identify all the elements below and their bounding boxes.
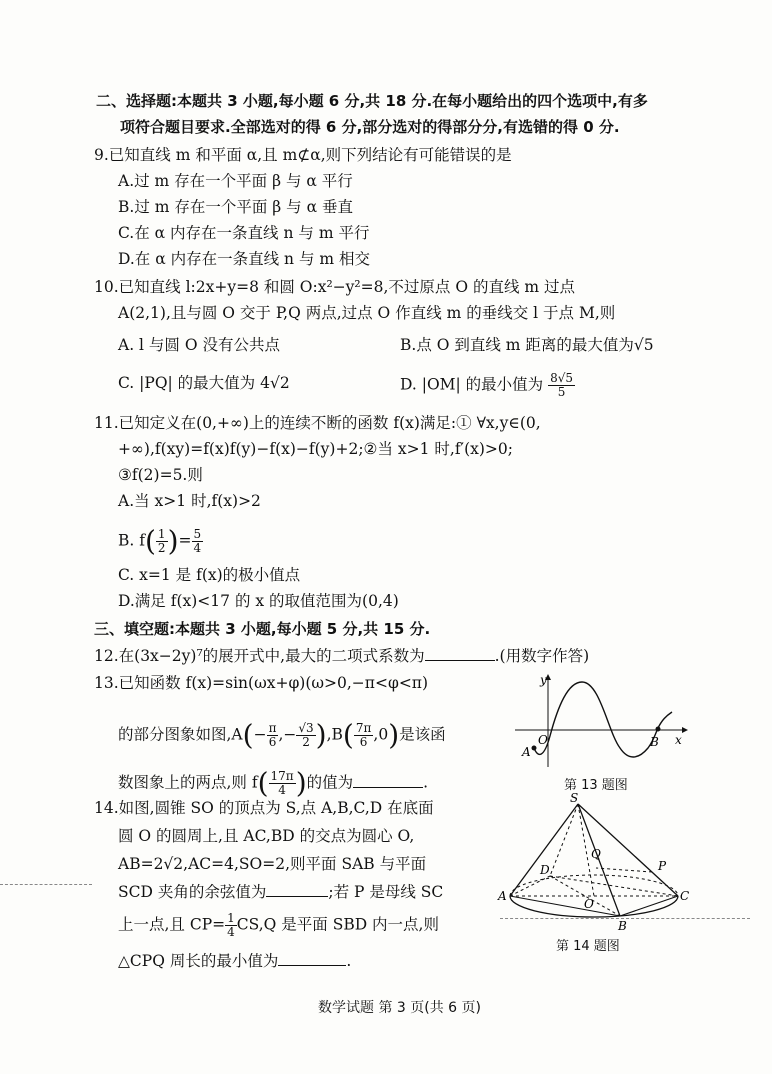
q13-line3-a: 数图象上的两点,则 f xyxy=(118,773,258,792)
label-q: Q xyxy=(591,847,601,861)
q13-stem-line2: 的部分图象如图,A(− $\frac{\pi}{6}$ ,− $\frac{√3}{2}$ ),B( $\frac{7\pi}{6}$ ,0)是该函 xyxy=(118,718,446,752)
q11-option-d: D.满足 f(x)<17 的 x 的取值范围为(0,4) xyxy=(118,592,399,610)
x-axis-arrow xyxy=(682,727,688,733)
q13-a-y-fraction xyxy=(296,722,315,749)
q13-b-x-denominator: 6 xyxy=(359,735,368,749)
q9-stem: 9.已知直线 m 和平面 α,且 m⊄α,则下列结论有可能错误的是 xyxy=(94,146,512,164)
q13-sine-graph xyxy=(510,672,690,772)
point-b-marker xyxy=(656,727,661,732)
q10-option-d xyxy=(400,372,575,399)
point-a-marker xyxy=(532,746,537,751)
label-d: D xyxy=(540,863,550,877)
q10-option-d-fraction xyxy=(548,372,575,399)
q13-stem-line3: 数图象上的两点,则 f( $\frac{17\pi}{4}$ )的值为 . xyxy=(118,766,429,800)
q11-b-value-fraction xyxy=(192,528,204,555)
q11-b-arg-numerator: 1 xyxy=(157,527,166,541)
q13-a-y-denominator: 2 xyxy=(302,735,310,749)
base-back-arc xyxy=(510,875,678,896)
left-paren: ( xyxy=(144,524,156,558)
left-paren: ( xyxy=(342,718,354,752)
q11-option-c: C. x=1 是 f(x)的极小值点 xyxy=(118,566,301,584)
q13-b-x-fraction xyxy=(354,722,374,749)
q10-d-denominator: 5 xyxy=(557,385,566,399)
q13-line2-c: 是该函 xyxy=(399,725,446,744)
q13-b-x-numerator: 7π xyxy=(355,721,372,735)
section2-header-line1: 二、选择题:本题共 3 小题,每小题 6 分,共 18 分.在每小题给出的四个选项中,有多 xyxy=(96,92,648,110)
q9-option-a: A.过 m 存在一个平面 β 与 α 平行 xyxy=(118,172,353,190)
q11-option-a: A.当 x>1 时,f(x)>2 xyxy=(118,492,261,510)
section3-header: 三、填空题:本题共 3 小题,每小题 5 分,共 15 分. xyxy=(94,620,431,638)
q12-line xyxy=(94,645,589,667)
q11-b-value-denominator: 4 xyxy=(193,541,202,555)
right-paren: ) xyxy=(295,766,307,800)
q14-line1: 14.如图,圆锥 SO 的顶点为 S,点 A,B,C,D 在底面 xyxy=(94,799,434,817)
q13-line2-a: 的部分图象如图,A xyxy=(118,725,243,744)
label-a: A xyxy=(498,889,507,903)
q11-b-arg-denominator: 2 xyxy=(157,541,166,555)
q13-line3-b: 的值为 xyxy=(306,773,354,792)
q11-stem-line1: 11.已知定义在(0,+∞)上的连续不断的函数 f(x)满足:① ∀x,y∈(0, xyxy=(94,414,541,432)
q13-arg-fraction xyxy=(269,770,296,797)
q13-line2-b: ,B xyxy=(326,725,343,744)
q12-suffix: .(用数字作答) xyxy=(494,647,590,665)
q10-option-d-prefix: D. |OM| 的最小值为 xyxy=(400,375,544,394)
q10-stem-line1: 10.已知直线 l:2x+y=8 和圆 O:x²−y²=8,不过原点 O 的直线 m 过点 xyxy=(94,278,576,296)
section2-header-line2: 项符合题目要求.全部选对的得 6 分,部分选对的得部分分,有选错的得 0 分. xyxy=(120,118,620,136)
label-p: P xyxy=(658,859,667,873)
label-s: S xyxy=(570,792,579,805)
q11-b-prefix: B. f xyxy=(118,531,145,550)
q14-cone-figure xyxy=(496,792,692,934)
q14-line4-b: ;若 P 是母线 SC xyxy=(328,883,444,901)
q14-line6-a: △CPQ 周长的最小值为 xyxy=(118,952,279,970)
q12-answer-blank[interactable] xyxy=(425,660,495,661)
x-axis-label: x xyxy=(675,733,682,747)
q11-b-value-numerator: 5 xyxy=(193,527,202,541)
q9-option-b: B.过 m 存在一个平面 β 与 α 垂直 xyxy=(118,198,354,216)
left-paren: ( xyxy=(257,766,269,800)
q14-fraction-denominator: 4 xyxy=(227,925,235,939)
q10-option-a: A. l 与圆 O 没有公共点 xyxy=(118,336,280,354)
q13-a-y-numerator: √3 xyxy=(298,721,314,735)
q14-fraction xyxy=(225,912,237,939)
right-paren: ) xyxy=(167,524,179,558)
right-paren: ) xyxy=(315,718,327,752)
q11-stem-line3: ③f(2)=5.则 xyxy=(118,466,203,484)
q14-figure-caption: 第 14 题图 xyxy=(556,939,620,954)
label-c: C xyxy=(680,889,690,903)
q9-option-c: C.在 α 内存在一条直线 n 与 m 平行 xyxy=(118,224,370,242)
q10-option-c: C. |PQ| 的最大值为 4√2 xyxy=(118,374,290,392)
q14-cosine-answer-blank[interactable] xyxy=(266,896,328,897)
q11-option-b xyxy=(118,524,203,558)
q9-option-d: D.在 α 内存在一条直线 n 与 m 相交 xyxy=(118,250,371,268)
segment-pq xyxy=(596,868,652,872)
q11-b-arg-fraction xyxy=(156,528,168,555)
q14-line5-a: 上一点,且 CP= xyxy=(118,915,226,934)
q14-line2: 圆 O 的圆周上,且 AC,BD 的交点为圆心 O, xyxy=(118,827,415,845)
point-b-label: B xyxy=(650,735,659,749)
q10-d-numerator: 8√5 xyxy=(550,371,574,385)
y-axis-label: y xyxy=(540,673,547,687)
q13-arg-numerator: 17π xyxy=(270,769,294,783)
q13-arg-denominator: 4 xyxy=(278,783,286,797)
q13-figure-caption: 第 13 题图 xyxy=(564,778,628,793)
chord-ad xyxy=(510,876,550,896)
q13-stem-line1: 13.已知函数 f(x)=sin(ωx+φ)(ω>0,−π<φ<π) xyxy=(94,674,429,692)
q14-line5-b: CS,Q 是平面 SBD 内一点,则 xyxy=(236,915,439,934)
scan-artifact-line xyxy=(0,884,92,885)
q14-line6: △CPQ 周长的最小值为 . xyxy=(118,952,352,970)
origin-label: O xyxy=(538,733,548,747)
point-a-label: A xyxy=(522,745,531,759)
q13-a-x-numerator: π xyxy=(268,721,277,735)
q14-perimeter-answer-blank[interactable] xyxy=(278,965,346,966)
q14-line3: AB=2√2,AC=4,SO=2,则平面 SAB 与平面 xyxy=(118,855,427,873)
q14-fraction-numerator: 1 xyxy=(227,911,235,925)
label-o: O xyxy=(584,897,594,911)
q11-b-equals: = xyxy=(178,531,192,550)
left-paren: ( xyxy=(242,718,254,752)
generatrix-sd xyxy=(550,804,578,876)
page-footer: 数学试题 第 3 页(共 6 页) xyxy=(318,1000,481,1016)
right-paren: ) xyxy=(388,718,400,752)
label-b: B xyxy=(618,919,627,933)
q14-line5 xyxy=(118,912,439,939)
generatrix-sa xyxy=(510,804,578,896)
q12-prefix: 12.在(3x−2y)⁷的展开式中,最大的二项式系数为 xyxy=(94,647,425,665)
scan-artifact-line xyxy=(500,918,750,919)
q14-line4 xyxy=(118,881,443,903)
q13-answer-blank[interactable] xyxy=(353,787,423,788)
base-front-arc xyxy=(510,896,678,917)
q10-option-b: B.点 O 到直线 m 距离的最大值为√5 xyxy=(400,336,654,354)
q13-a-x-fraction xyxy=(267,722,279,749)
q10-stem-line2: A(2,1),且与圆 O 交于 P,Q 两点,过点 O 作直线 m 的垂线交 l 于点 M,则 xyxy=(118,304,616,322)
q13-a-x-denominator: 6 xyxy=(268,735,277,749)
q14-line4-a: SCD 夹角的余弦值为 xyxy=(118,883,267,901)
q11-stem-line2: +∞),f(xy)=f(x)f(y)−f(x)−f(y)+2;②当 x>1 时,f′(x)>0; xyxy=(118,440,513,458)
